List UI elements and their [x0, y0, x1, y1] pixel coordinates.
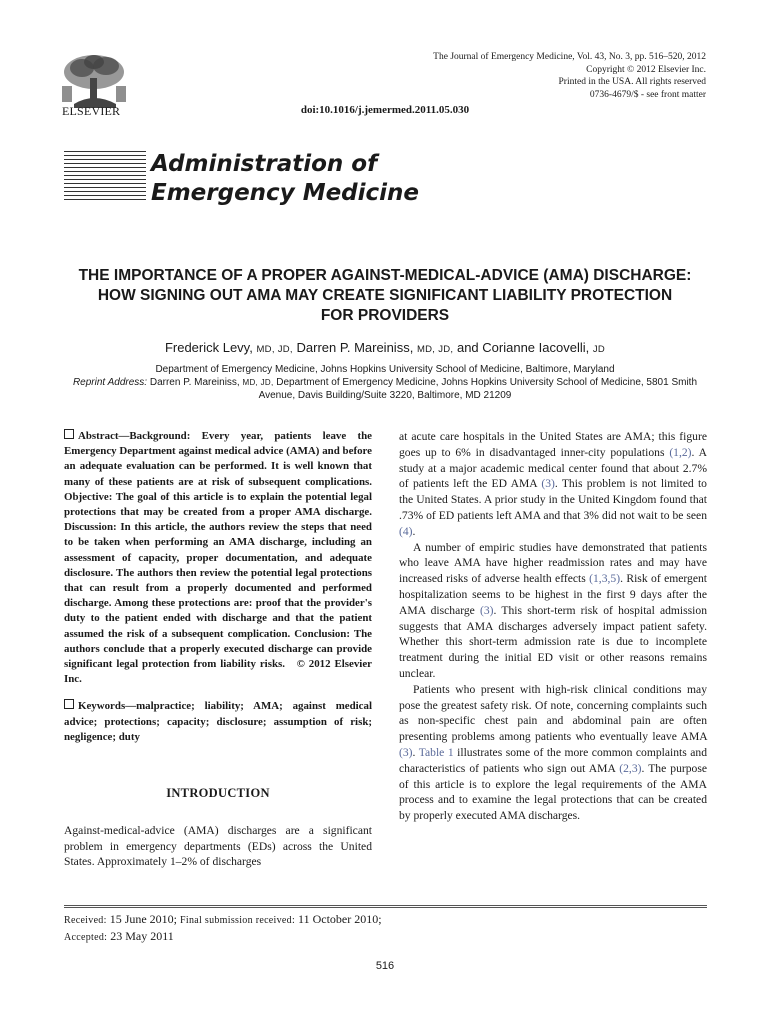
accepted-date: 23 May 2011	[110, 928, 174, 943]
abstract	[64, 429, 372, 687]
title-line-3: FOR PROVIDERS	[320, 307, 450, 324]
reprint-label: Reprint Address:	[72, 377, 148, 388]
journal-citation: The Journal of Emergency Medicine, Vol. 43, No. 3, pp. 516–520, 2012	[433, 52, 706, 62]
journal-issn: 0736-4679/$ - see front matter	[589, 89, 706, 100]
text-run: .	[412, 524, 416, 538]
text-run: . The purpose of this article is to explore the legal requirements of the AMA process and to examine the legal protections that can be created by properly executed AMA discharges.	[399, 761, 708, 823]
citation-link[interactable]: (1,3,5)	[589, 572, 621, 586]
journal-info	[433, 51, 706, 101]
publisher-name: ELSEVIER	[62, 104, 121, 118]
author-2-degree: MD, JD,	[416, 344, 454, 355]
received-label: Received:	[64, 915, 107, 926]
journal-rights: Printed in the USA. All rights reserved	[558, 77, 706, 87]
accepted-label: Accepted:	[64, 931, 108, 943]
text-run: Patients who present with high-risk clinical conditions may pose the greatest safety risk. Of note, concerning complaints such as non-specific chest pain and abdominal pain are often presenting problems among patients who eventually leave AMA	[399, 682, 707, 744]
author-1: Frederick Levy,	[164, 340, 253, 355]
text-run: .	[412, 745, 416, 759]
author-3: and Corianne Iacovelli,	[456, 340, 590, 355]
section-banner-lines	[64, 151, 146, 203]
affiliation-block	[0, 363, 770, 402]
citation-link[interactable]: (3)	[541, 477, 555, 491]
text-run: . This problem is not limited to the United States. A prior study in the United Kingdom found that .73% of ED patients left AMA and that 3% did not wait to be seen	[399, 477, 707, 522]
footer-rule-top	[64, 905, 707, 906]
text-run: . This short-term risk of hospital admission suggests that AMA discharges adversely impact patient safety. Whether this short-term admission rate is due to incomplete treatment during the initial ED visit or other reasons remains unclear.	[399, 603, 707, 680]
section-title-line1: Administration of	[151, 151, 378, 177]
author-1-degree: MD, JD,	[256, 344, 293, 355]
text-run: illustrates some of the more common complaints and characteristics of patients who sign out AMA	[399, 745, 707, 775]
paragraph-1	[399, 429, 707, 540]
author-3-degree: JD	[592, 344, 606, 355]
text-run: . Risk of emergent hospitalization seems to be highest in the first 9 days after the AMA discharge	[399, 572, 707, 617]
keywords-text: Keywords—malpractice; liability; AMA; against medical advice; protections; capacity; disclosure; assumption of risk; negligence; duty	[64, 700, 372, 743]
left-column	[64, 429, 372, 870]
received-dates	[64, 912, 382, 945]
reprint-address-1: Department of Emergency Medicine, Johns Hopkins University School of Medicine, 5801 Smith	[276, 377, 698, 388]
citation-link[interactable]: (3)	[399, 745, 413, 759]
page-number: 516	[375, 960, 395, 972]
abstract-text: Abstract—Background: Every year, patients leave the Emergency Department against medical advice (AMA) and before an adequate evaluation can be performed. It is well known that many of these patients are at risk of subsequent complications. Objective: The goal of this article is to explain the potential legal protections that may be created from a proper AMA discharge. Discussion: In this article, the authors review the steps that need to be taken when performing an AMA discharge, including an assessment of capacity, proper documentation, and adequate disclosure. The authors then review the potential legal protections that can result from a properly documented and performed discharge. Among these protections are: proof that the provider's duty to the patient ended with discharge and that the patient assumed the risk of a subsequent complication. Conclusion: The authors conclude that a properly executed discharge can provide significant legal protection from liability risks.	[64, 430, 372, 671]
text-run: . A study at a major academic medical center found that about 2.7% of patients left the ED AMA	[399, 445, 708, 491]
text-run: A number of empiric studies have demonstrated that patients who leave AMA have higher readmission rates and may have increased risks of adverse health effects	[399, 540, 707, 586]
table-link[interactable]: Table 1	[418, 745, 454, 759]
affiliation: Department of Emergency Medicine, Johns Hopkins University School of Medicine, Baltimore, Maryland	[155, 364, 615, 375]
intro-paragraph: Against-medical-advice (AMA) discharges are a significant problem in emergency departments (EDs) across the United States. Approximately 1–2% of discharges	[64, 823, 372, 869]
title-line-2: HOW SIGNING OUT AMA MAY CREATE SIGNIFICANT LIABILITY PROTECTION	[97, 287, 673, 304]
doi-link[interactable]: doi:10.1016/j.jemermed.2011.05.030	[300, 104, 470, 116]
citation-link[interactable]: (1,2)	[669, 445, 692, 459]
abstract-copyright: © 2012 Elsevier Inc.	[64, 658, 372, 686]
reprint-address-2: Avenue, Davis Building/Suite 3220, Baltimore, MD 21209	[258, 390, 512, 401]
citation-link[interactable]: (4)	[399, 524, 413, 538]
reprint-name: Darren P. Mareiniss,	[149, 377, 240, 388]
square-box-icon	[64, 429, 74, 439]
author-list	[0, 340, 770, 355]
citation-link[interactable]: (3)	[480, 603, 494, 617]
reprint-address	[0, 376, 770, 389]
square-box-icon	[64, 699, 74, 709]
right-column	[399, 429, 707, 824]
received-line	[64, 912, 382, 929]
keywords	[64, 699, 372, 745]
accepted-line	[64, 929, 382, 946]
section-title	[151, 150, 419, 208]
final-submission-label: Final submission received:	[180, 915, 296, 926]
reprint-degree: MD, JD,	[242, 378, 274, 387]
text-run: at acute care hospitals in the United States are AMA; this figure goes up to 6% in disadvantaged inner-city populations	[399, 430, 707, 459]
section-heading-introduction: INTRODUCTION	[166, 786, 270, 801]
section-title-line2: Emergency Medicine	[151, 180, 420, 206]
footer-rule-bottom	[64, 907, 707, 908]
elsevier-tree-logo	[54, 52, 134, 110]
citation-link[interactable]: (2,3)	[619, 761, 642, 775]
title-line-1: THE IMPORTANCE OF A PROPER AGAINST-MEDICAL-ADVICE (AMA) DISCHARGE:	[78, 267, 692, 284]
final-submission-date: 11 October 2010;	[298, 912, 382, 926]
received-date: 15 June 2010;	[109, 912, 178, 926]
author-2: Darren P. Mareiniss,	[296, 340, 414, 355]
article-title	[40, 266, 730, 326]
journal-copyright: Copyright © 2012 Elsevier Inc.	[586, 64, 706, 75]
paragraph-2	[399, 540, 707, 682]
paragraph-3	[399, 682, 707, 824]
